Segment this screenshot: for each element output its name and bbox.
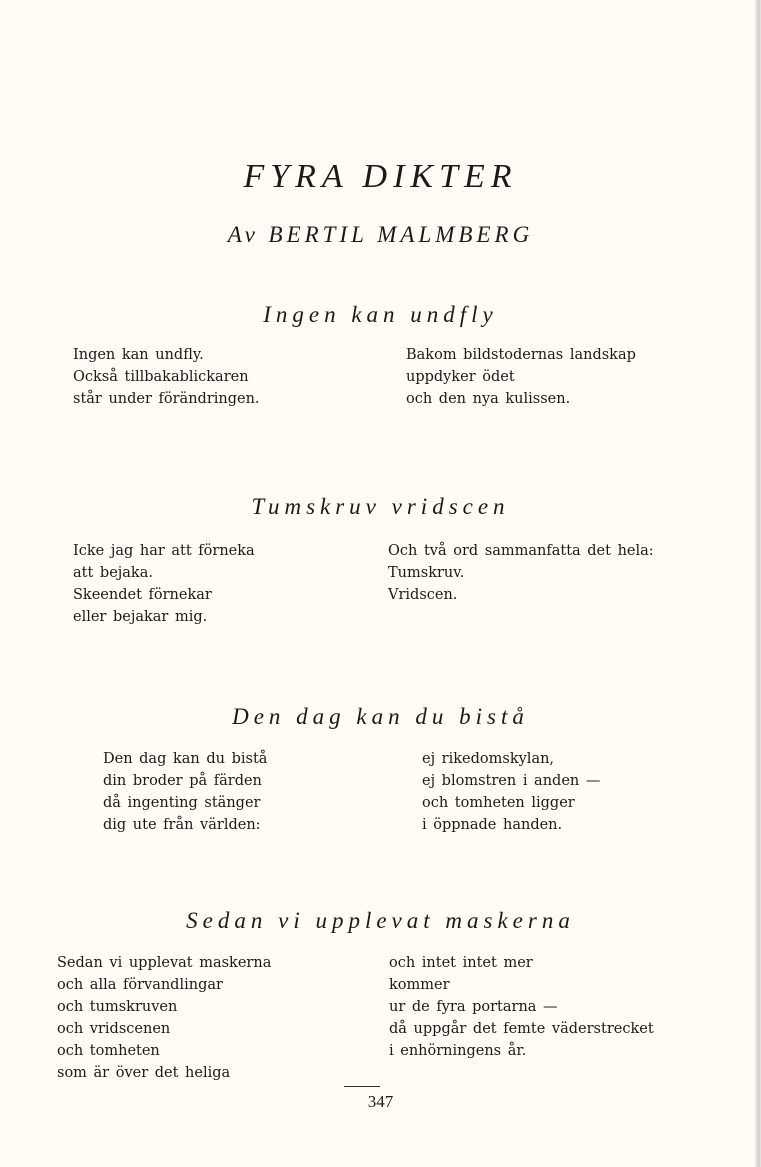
verse-line: din broder på färden	[103, 773, 262, 789]
verse-line: Vridscen.	[388, 587, 458, 603]
poem-stanza-right	[388, 540, 654, 606]
verse-line: dig ute från världen:	[103, 817, 261, 833]
verse-line: Den dag kan du bistå	[103, 751, 268, 767]
poem-stanza-right	[406, 344, 636, 410]
verse-line: då uppgår det femte väderstrecket	[389, 1021, 654, 1037]
verse-line: i enhörningens år.	[389, 1043, 527, 1059]
verse-line: Och två ord sammanfatta det hela:	[388, 543, 654, 559]
verse-line: Skeendet förnekar	[73, 587, 212, 603]
poem-title: Ingen kan undfly	[263, 302, 498, 327]
poem-stanza-left	[57, 952, 271, 1084]
verse-line: ur de fyra portarna —	[389, 999, 558, 1015]
verse-line: ej blomstren i anden —	[422, 773, 601, 789]
verse-line: eller bejakar mig.	[73, 609, 208, 625]
poem-stanza-right	[422, 748, 600, 836]
verse-line: Ingen kan undfly.	[73, 347, 204, 363]
poem-title: Sedan vi upplevat maskerna	[186, 908, 575, 933]
poem-stanza-left	[73, 344, 260, 410]
verse-line: Tumskruv.	[388, 565, 465, 581]
verse-line: Bakom bildstodernas landskap	[406, 347, 636, 363]
verse-line: uppdyker ödet	[406, 369, 515, 385]
verse-line: Sedan vi upplevat maskerna	[57, 955, 272, 971]
verse-line: i öppnade handen.	[422, 817, 563, 833]
verse-line: då ingenting stänger	[103, 795, 261, 811]
author-byline: Av BERTIL MALMBERG	[227, 222, 534, 247]
page-number-rule	[344, 1086, 380, 1087]
verse-line: och vridscenen	[57, 1021, 171, 1037]
verse-line: och intet intet mer	[389, 955, 533, 971]
poem-title: Tumskruv vridscen	[251, 494, 510, 519]
verse-line: att bejaka.	[73, 565, 153, 581]
verse-line: Icke jag har att förneka	[73, 543, 255, 559]
verse-line: kommer	[389, 977, 450, 993]
poem-stanza-left	[73, 540, 255, 628]
poem-stanza-left	[103, 748, 267, 836]
verse-line: står under förändringen.	[73, 391, 260, 407]
verse-line: som är över det heliga	[57, 1065, 231, 1081]
page-number: 347	[367, 1092, 394, 1111]
page-title: FYRA DIKTER	[243, 158, 518, 195]
verse-line: och alla förvandlingar	[57, 977, 223, 993]
poem-title: Den dag kan du bistå	[232, 704, 529, 729]
verse-line: och den nya kulissen.	[406, 391, 571, 407]
verse-line: och tumskruven	[57, 999, 178, 1015]
verse-line: Också tillbakablickaren	[73, 369, 249, 385]
verse-line: och tomheten ligger	[422, 795, 575, 811]
verse-line: och tomheten	[57, 1043, 160, 1059]
poem-stanza-right	[389, 952, 654, 1062]
verse-line: ej rikedomskylan,	[422, 751, 555, 767]
